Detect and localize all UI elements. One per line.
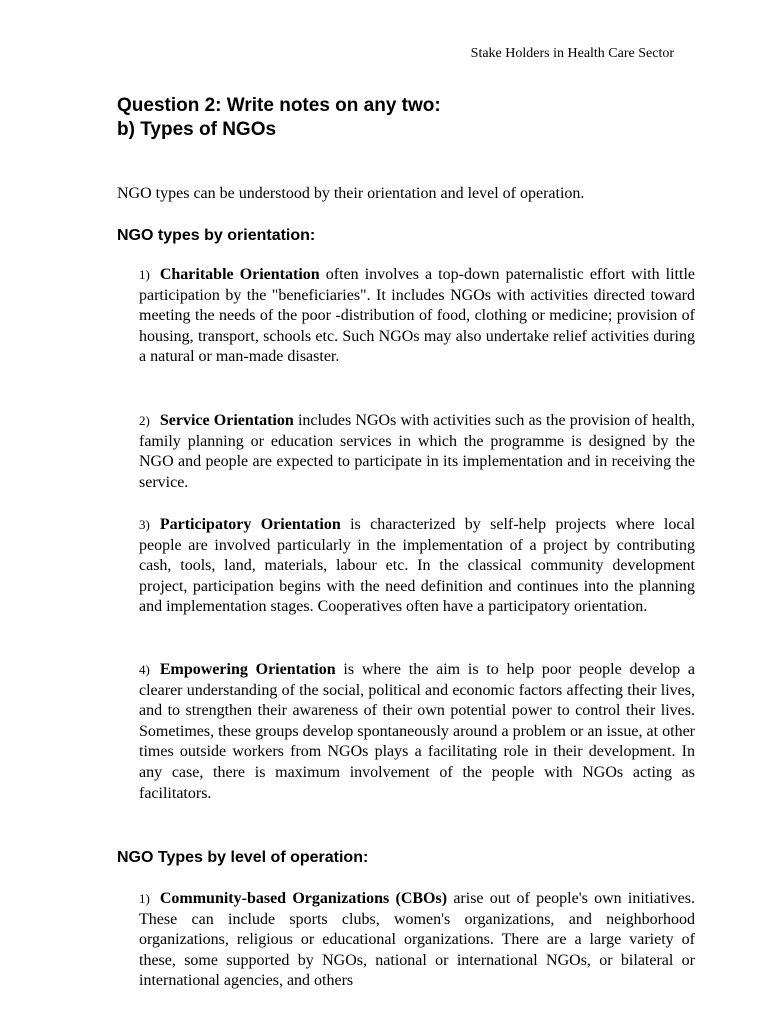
- list-item-charitable: [139, 265, 695, 368]
- section-heading-orientation: NGO types by orientation:: [117, 227, 316, 244]
- list-item-text: includes NGOs with activities such as the provision of health, family planning or education services in which the programme is designed by the NGO and people are expected to participate in its implementation and in receiving the service.: [139, 412, 695, 491]
- list-item-term: Service Orientation: [159, 412, 294, 429]
- list-item-number: 1): [139, 891, 150, 906]
- list-item-empowering: [139, 660, 695, 804]
- list-item-number: 1): [139, 267, 150, 282]
- intro-paragraph: NGO types can be understood by their orientation and level of operation.: [117, 185, 585, 202]
- list-item-text: is where the aim is to help poor people develop a clearer understanding of the social, political and economic factors affecting their lives, and to strengthen their awareness of their own potential power to control their lives. Sometimes, these groups develop spontaneously around a problem or an issue, at other times outside workers from NGOs plays a facilitating role in their development. In any case, there is maximum involvement of the people with NGOs acting as facilitators.: [139, 661, 695, 802]
- section-heading-level: NGO Types by level of operation:: [117, 849, 369, 866]
- list-item-participatory: [139, 515, 695, 618]
- page-title: [117, 94, 441, 142]
- list-item-term: Charitable Orientation: [159, 266, 320, 283]
- title-line-subject: b) Types of NGOs: [117, 119, 277, 140]
- list-item-text: often involves a top-down paternalistic effort with little participation by the "beneficiaries". It includes NGOs with activities directed toward meeting the needs of the poor -distribution of food, clothing or medicine; provision of housing, transport, schools etc. Such NGOs may also undertake relief activities during a natural or man-made disaster.: [139, 266, 695, 366]
- list-item-term: Participatory Orientation: [159, 516, 341, 533]
- list-item-text: arise out of people's own initiatives. These can include sports clubs, women's organizations, and neighborhood organizations, religious or educational organizations. There are a large variety of these, some supported by NGOs, national or international NGOs, or bilateral or international agencies, and others: [139, 890, 696, 990]
- list-item-number: 4): [139, 662, 150, 677]
- running-header: Stake Holders in Health Care Sector: [470, 46, 674, 61]
- list-item-community-based: [139, 889, 695, 992]
- list-item-text: is characterized by self-help projects where local people are involved particularly in the implementation of a project by contributing cash, tools, land, materials, labour etc. In the classical community development project, participation begins with the need definition and continues into the planning and implementation stages. Cooperatives often have a participatory orientation.: [139, 516, 696, 616]
- title-line-question: Question 2: Write notes on any two:: [117, 95, 441, 116]
- list-item-number: 3): [139, 517, 150, 532]
- list-item-term: Empowering Orientation: [159, 661, 336, 678]
- list-item-term: Community-based Organizations: [159, 890, 390, 907]
- list-item-term-suffix: (CBOs): [389, 890, 448, 907]
- list-item-number: 2): [139, 413, 150, 428]
- list-item-service: [139, 411, 695, 493]
